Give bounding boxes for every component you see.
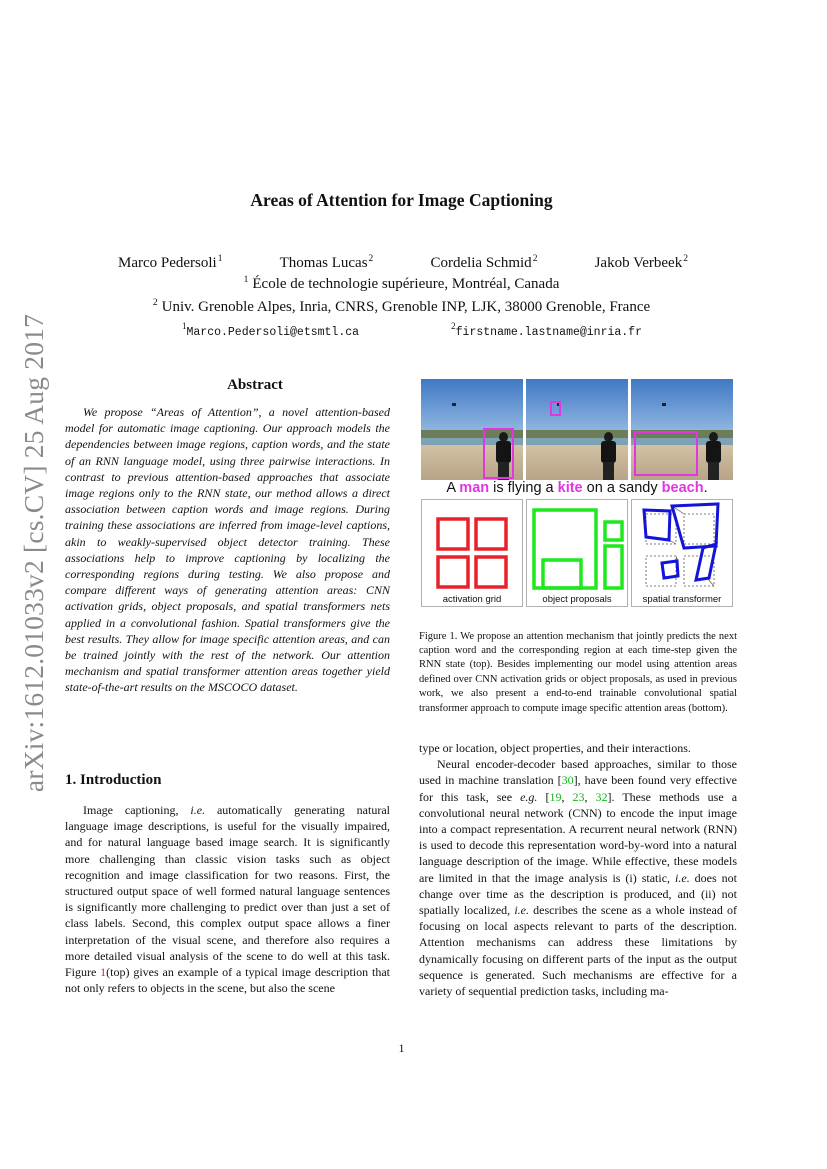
diagram-object-proposals [526, 499, 628, 607]
caption-word-beach: beach [661, 480, 704, 496]
right-column-text [419, 740, 737, 999]
attention-box-beach [634, 431, 698, 476]
affiliation-1: $^1$ École de technologie supérieure, Montréal, Canada [243, 275, 560, 292]
email-2: $^2$firstname.lastname@inria.fr [451, 321, 642, 339]
email-list [182, 321, 642, 339]
photo-beach [631, 379, 733, 480]
citation-link[interactable]: 19 [549, 789, 562, 804]
citation-link[interactable]: 30 [561, 773, 574, 788]
citation-link[interactable]: 23 [572, 789, 585, 804]
author: Jakob Verbeek$^2$ [594, 254, 688, 271]
diagram-label: activation grid [442, 594, 502, 605]
photo-man [421, 379, 523, 480]
photo-kite [526, 379, 628, 480]
author: Marco Pedersoli$^1$ [118, 254, 223, 271]
diagram-activation-grid [421, 499, 523, 607]
paragraph-encoder-decoder: Neural encoder-decoder based approaches, similar to those used in machine translation [30], have been found very effective for this task, see e.g. [19, 23, 32]. These methods use a convolutional neural network (CNN) to encode the input image into a compact representation. A recurrent neural network (RNN) is used to decode this representation word-by-word into a natural language description of the image. While effective, these models are limited in that the image analysis is (i) static, i.e. does not change over time as the description is produced, and (ii) not spatially localized, i.e. describes the scene as a whole instead of focusing on local aspects relevant to parts of the description. Attention mechanisms can address these limitations by dynamically focusing on different parts of the input as the output sequence is generated. Such mechanisms are effective for a variety of sequential prediction tasks, including ma- [419, 757, 738, 999]
affiliation-2: $^2$ Univ. Grenoble Alpes, Inria, CNRS, Grenoble INP, LJK, 38000 Grenoble, France [152, 298, 651, 315]
caption-word-kite: kite [557, 480, 583, 496]
generated-caption: A man is flying a kite on a sandy beach. [446, 480, 708, 496]
attention-box-kite [550, 401, 561, 416]
intro-heading: 1. Introduction [65, 772, 162, 788]
diagram-spatial-transformer [631, 499, 733, 607]
author-list [118, 254, 688, 272]
citation-link[interactable]: 32 [595, 789, 608, 804]
author: Thomas Lucas$^2$ [279, 254, 374, 271]
intro-paragraph: Image captioning, i.e. automatically generating natural language image descriptions, is useful for the visually impaired, and for natural language based image search. It is significantly more challenging than classic vision tasks such as object recognition and image classification for two reasons. First, the structured output space of well formed natural language sentences is significantly more challenging to predict over than just a set of class labels. Second, this complex output space allows a finer interpretation of the visual scene, and therefore also requires a more detailed visual analysis of the scene to do well at this task. Figure 1(top) gives an example of a typical image description that not only refers to objects in the scene, but also the scene [65, 803, 390, 996]
paper-title: Areas of Attention for Image Captioning [250, 190, 553, 210]
attention-box-man [483, 428, 514, 479]
author: Cordelia Schmid$^2$ [430, 254, 538, 271]
arxiv-identifier: arXiv:1612.01033v2 [cs.CV] 25 Aug 2017 [18, 313, 49, 793]
paragraph-continuation: type or location, object properties, and their interactions. [419, 741, 691, 755]
abstract-text: We propose “Areas of Attention”, a novel attention-based model for automatic image captioning. Our approach models the dependencies between image regions, caption words, and the state of an RNN language model, using three pairwise interactions. In contrast to previous attention-based approaches that associate image regions only to the RNN state, our method allows a direct association between caption words and image regions. During training these associations are inferred from image-level captions, akin to weakly-supervised object detector training. These associations help to improve captioning by localizing the corresponding regions during testing. We also propose and compare different ways of generating attention areas: CNN activation grids, object proposals, and spatial transformers nets applied in a convolutional fashion. Spatial transformers give the best results. They allow for image specific attention areas, and can be trained jointly with the rest of the network. Our attention mechanism and spatial transformer attention areas together yield state-of-the-art results on the MSCOCO dataset. [65, 405, 390, 695]
email-1: $^1$Marco.Pedersoli@etsmtl.ca [182, 321, 360, 339]
diagram-label: spatial transformer [642, 594, 722, 605]
page-number: 1 [398, 1041, 405, 1055]
figure-caption: Figure 1. We propose an attention mechanism that jointly predicts the next caption word and the corresponding region at each time-step given the RNN state (top). Besides implementing our model using attention areas defined over CNN activation grids or object proposals, as used in previous work, we also present a end-to-end trainable convolutional spatial transformer approach to compute image specific attention areas (bottom). [419, 630, 737, 714]
arxiv-side-stamp [4, 306, 64, 800]
figure-ref-link[interactable]: 1 [100, 965, 107, 980]
caption-word-man: man [459, 480, 490, 496]
abstract-heading: Abstract [227, 377, 283, 393]
diagram-label: object proposals [542, 594, 612, 605]
